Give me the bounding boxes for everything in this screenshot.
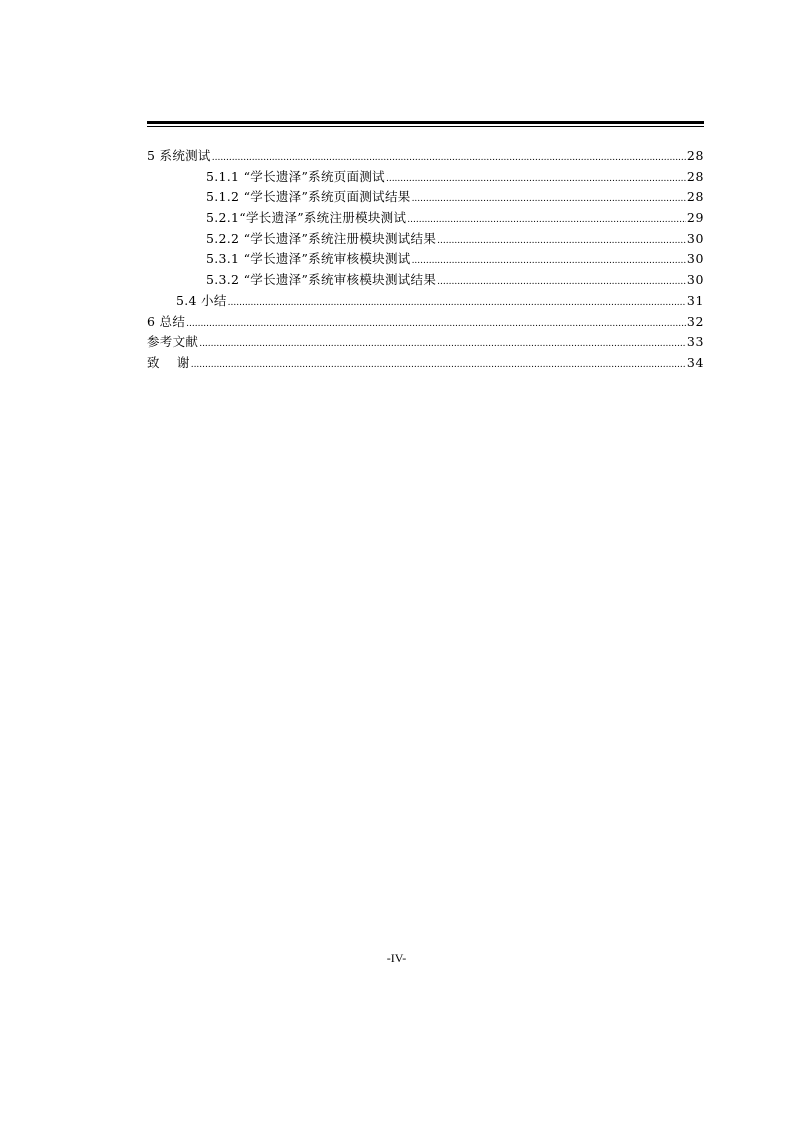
toc-entry-label: 5.2.2 “学长遗泽”系统注册模块测试结果: [206, 230, 437, 246]
toc-entry[interactable]: [147, 208, 704, 229]
toc-entry[interactable]: [147, 146, 704, 167]
toc-leader-dots: [212, 146, 686, 169]
toc-entry-page: 31: [686, 292, 704, 308]
toc-entry[interactable]: [147, 167, 704, 188]
toc-entry-page: 30: [686, 272, 704, 288]
toc-entry-page: 28: [686, 168, 704, 184]
toc-leader-dots: [412, 249, 686, 272]
toc-leader-dots: [437, 270, 686, 293]
toc-entry-page: 33: [686, 334, 704, 350]
toc-entry-label: 致 谢: [147, 354, 190, 370]
toc-leader-dots: [186, 312, 686, 335]
toc-entry-label: 5.3.2 “学长遗泽”系统审核模块测试结果: [206, 272, 437, 288]
toc-leader-dots: [199, 332, 686, 355]
toc-entry[interactable]: [147, 249, 704, 270]
toc-entry-label: 5.1.2 “学长遗泽”系统页面测试结果: [206, 189, 411, 205]
toc-entry[interactable]: [147, 332, 704, 353]
toc-entry-label: 5.1.1 “学长遗泽”系统页面测试: [206, 168, 385, 184]
toc-leader-dots: [412, 187, 686, 210]
toc-entry[interactable]: [147, 312, 704, 333]
header-rule-thin: [147, 126, 704, 127]
toc-entry-page: 30: [686, 230, 704, 246]
toc-entry[interactable]: [147, 187, 704, 208]
toc-leader-dots: [407, 208, 686, 231]
toc-entry-page: 34: [686, 354, 704, 370]
table-of-contents: [147, 146, 704, 374]
toc-entry[interactable]: [147, 291, 704, 312]
toc-entry-label: 5 系统测试: [147, 148, 211, 163]
toc-leader-dots: [386, 167, 686, 190]
toc-leader-dots: [191, 353, 686, 376]
toc-entry-page: 28: [686, 189, 704, 205]
page-number: -IV-: [386, 951, 407, 965]
toc-leader-dots: [437, 229, 686, 252]
toc-leader-dots: [228, 291, 686, 314]
toc-entry-page: 29: [686, 210, 704, 226]
toc-entry-label: 6 总结: [147, 313, 186, 329]
toc-entry-page: 30: [686, 251, 704, 267]
toc-entry-label: 5.2.1“学长遗泽”系统注册模块测试: [206, 210, 407, 226]
toc-entry-label: 参考文献: [147, 334, 199, 350]
toc-entry-label: 5.4 小结: [176, 292, 227, 308]
toc-entry-page: 32: [686, 313, 704, 329]
toc-entry[interactable]: [147, 270, 704, 291]
toc-entry-page: 28: [686, 148, 704, 163]
toc-entry[interactable]: [147, 229, 704, 250]
toc-entry-label: 5.3.1 “学长遗泽”系统审核模块测试: [206, 251, 411, 267]
toc-entry[interactable]: [147, 353, 704, 374]
header-rule-thick: [147, 121, 704, 124]
